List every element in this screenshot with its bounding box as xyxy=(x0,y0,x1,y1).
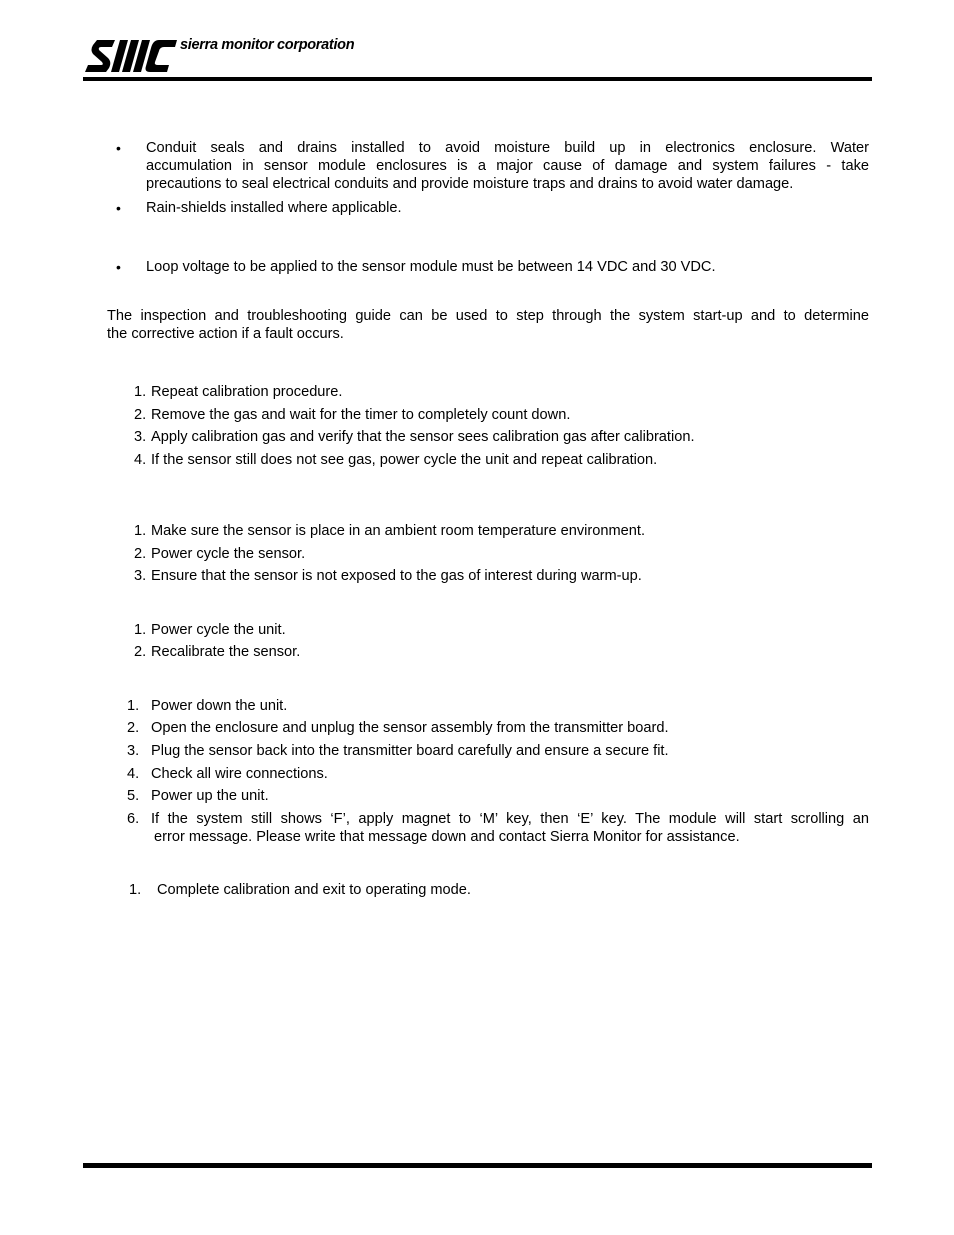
list-number: 1. xyxy=(134,523,147,539)
list-item: Conduit seals and drains installed to avoid moisture build up in electronics enclosure. Water xyxy=(146,140,869,156)
company-name: sierra monitor corporation xyxy=(180,37,355,53)
list-item: Repeat calibration procedure. xyxy=(151,384,343,400)
list-item: Plug the sensor back into the transmitter board carefully and ensure a secure fit. xyxy=(151,743,669,759)
list-item: Rain-shields installed where applicable. xyxy=(146,200,402,216)
bullet-marker: • xyxy=(116,200,121,216)
list-number: 2. xyxy=(127,720,140,736)
list-item: Loop voltage to be applied to the sensor module must be between 14 VDC and 30 VDC. xyxy=(146,259,716,275)
list-item: precautions to seal electrical conduits and provide moisture traps and drains to avoid water damage. xyxy=(146,176,794,192)
list-number: 1. xyxy=(127,698,140,714)
list-item: Complete calibration and exit to operating mode. xyxy=(157,882,471,898)
list-item: If the sensor still does not see gas, power cycle the unit and repeat calibration. xyxy=(151,452,658,468)
footer-rule xyxy=(83,1163,872,1168)
list-item: Power cycle the unit. xyxy=(151,622,286,638)
list-item: Power down the unit. xyxy=(151,698,288,714)
smc-logo xyxy=(84,38,178,74)
list-number: 5. xyxy=(127,788,140,804)
list-number: 3. xyxy=(134,568,147,584)
list-item: Remove the gas and wait for the timer to completely count down. xyxy=(151,407,571,423)
list-item: Ensure that the sensor is not exposed to the gas of interest during warm-up. xyxy=(151,568,642,584)
list-number: 2. xyxy=(134,407,147,423)
list-item: accumulation in sensor module enclosures is a major cause of damage and system failures - take xyxy=(146,158,869,174)
list-item: If the system still shows ‘F’, apply magnet to ‘M’ key, then ‘E’ key. The module will start scrolling an xyxy=(151,811,869,827)
list-number: 6. xyxy=(127,811,140,827)
bullet-marker: • xyxy=(116,259,121,275)
paragraph-line: The inspection and troubleshooting guide can be used to step through the system start-up and to determine xyxy=(107,308,869,324)
list-number: 1. xyxy=(134,622,147,638)
list-number: 2. xyxy=(134,644,147,660)
list-item-continued: error message. Please write that message down and contact Sierra Monitor for assistance. xyxy=(154,829,740,845)
list-number: 2. xyxy=(134,546,147,562)
header-rule xyxy=(83,77,872,81)
list-item: Apply calibration gas and verify that the sensor sees calibration gas after calibration. xyxy=(151,429,695,445)
list-number: 4. xyxy=(127,766,140,782)
list-item: Power cycle the sensor. xyxy=(151,546,306,562)
list-number: 3. xyxy=(127,743,140,759)
list-item: Make sure the sensor is place in an ambient room temperature environment. xyxy=(151,523,645,539)
list-item: Open the enclosure and unplug the sensor assembly from the transmitter board. xyxy=(151,720,669,736)
list-item: Check all wire connections. xyxy=(151,766,328,782)
list-item: Recalibrate the sensor. xyxy=(151,644,301,660)
list-number: 4. xyxy=(134,452,147,468)
bullet-marker: • xyxy=(116,140,121,156)
list-number: 1. xyxy=(129,882,142,898)
paragraph-line: the corrective action if a fault occurs. xyxy=(107,326,344,342)
list-number: 1. xyxy=(134,384,147,400)
list-item: Power up the unit. xyxy=(151,788,269,804)
list-number: 3. xyxy=(134,429,147,445)
